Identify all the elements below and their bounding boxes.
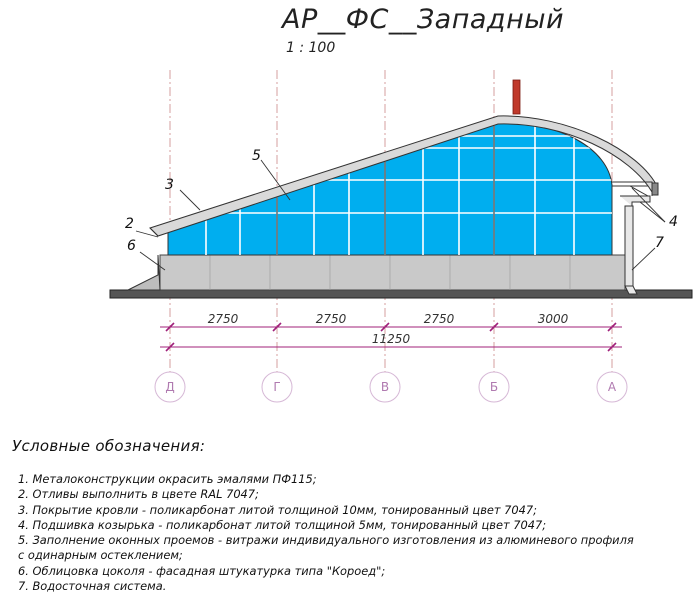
legend-list — [18, 472, 634, 594]
axis-markers — [155, 372, 627, 402]
legend-item: 5. Заполнение оконных проемов - витражи индивидуального изготовления из алюминевого профиля — [18, 533, 634, 548]
legend-item: 1. Металоконструкции окрасить эмалями ПФ115; — [18, 472, 317, 486]
legend-item: 2. Отливы выполнить в цвете RAL 7047; — [18, 487, 259, 502]
dim-2: 2750 — [315, 312, 347, 326]
ground-line — [110, 290, 692, 298]
legend-item: 4. Подшивка козырька - поликарбонат литой толщиной 5мм, тонированный цвет 7047; — [18, 517, 547, 532]
axis-v: В — [380, 380, 390, 394]
dimension-labels — [208, 312, 569, 346]
drawing-title: АР__ФС__Западный — [282, 4, 565, 35]
callout-4: 4 — [669, 214, 678, 230]
plinth-flashing — [128, 255, 160, 290]
callout-2: 2 — [125, 216, 134, 232]
callout-6: 6 — [127, 238, 136, 254]
dim-3: 2750 — [423, 312, 455, 326]
downpipe — [620, 196, 650, 294]
legend-title: Условные обозначения: — [12, 437, 206, 455]
legend-item: 6. Облицовка цоколя - фасадная штукатурка типа "Короед"; — [18, 563, 386, 578]
callout-5: 5 — [252, 148, 261, 164]
legend-item: с одинарным остеклением; — [18, 548, 183, 563]
legend-item: 3. Покрытие кровли - поликарбонат литой толщиной 10мм, тонированный цвет 7047; — [18, 502, 537, 517]
callout-3: 3 — [165, 177, 174, 193]
dim-1: 2750 — [207, 312, 239, 326]
callout-7: 7 — [655, 235, 664, 251]
axis-b: Б — [489, 380, 499, 394]
vent-pipe — [513, 80, 520, 114]
legend-item: 7. Водосточная система. — [18, 579, 167, 594]
axis-d: Д — [165, 380, 175, 394]
dim-total: 11250 — [371, 332, 411, 346]
axis-a: А — [607, 380, 617, 394]
axis-g: Г — [273, 380, 281, 394]
drawing-scale: 1 : 100 — [286, 40, 336, 56]
dim-4: 3000 — [537, 312, 569, 326]
plinth — [160, 255, 625, 290]
